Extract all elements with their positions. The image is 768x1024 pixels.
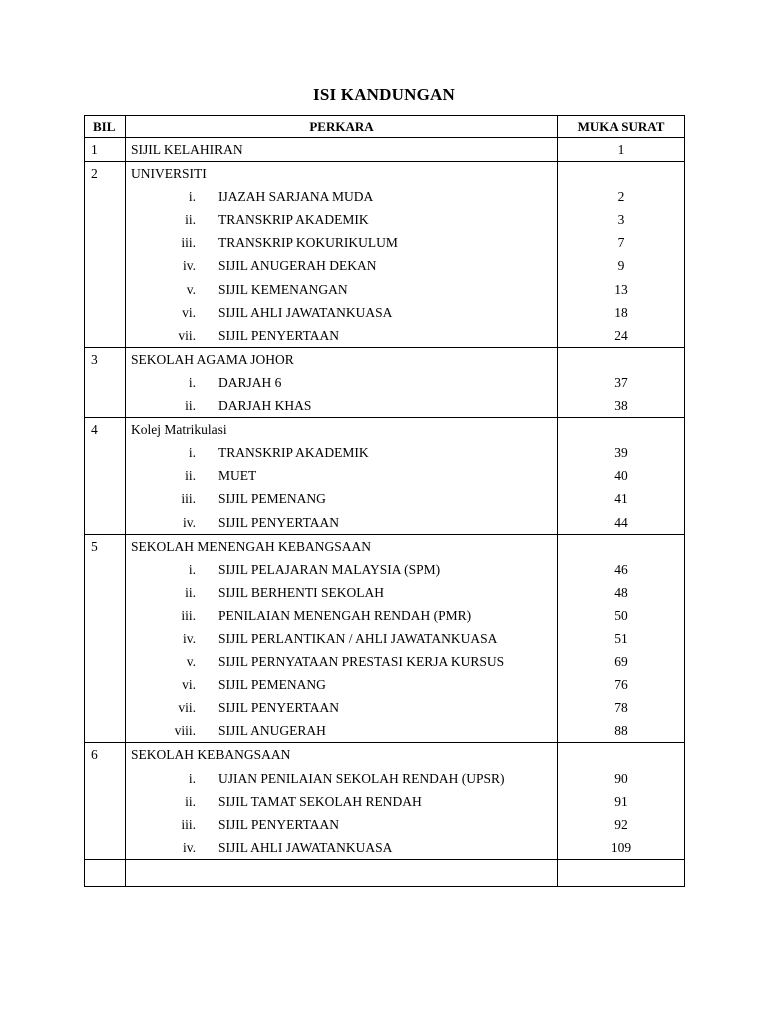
item-numeral: vi.	[182, 677, 196, 693]
item-numeral: v.	[186, 281, 196, 297]
section-number: 3	[91, 351, 98, 367]
item-page: 109	[610, 839, 632, 855]
section-page	[558, 743, 684, 766]
list-item	[131, 231, 557, 254]
item-label: SIJIL PENYERTAAN	[218, 514, 339, 530]
item-numeral: iii.	[181, 607, 196, 623]
item-page: 76	[614, 677, 628, 693]
section-bil-cell	[85, 418, 126, 534]
item-page: 91	[614, 793, 628, 809]
item-page: 69	[614, 654, 628, 670]
item-label: SIJIL BERHENTI SEKOLAH	[218, 584, 384, 600]
item-label: TRANSKRIP AKADEMIK	[218, 212, 369, 228]
list-item	[131, 208, 557, 231]
section-row	[85, 418, 685, 534]
section-number: 6	[91, 747, 98, 763]
list-item	[131, 464, 557, 487]
list-item	[131, 790, 557, 813]
item-label: DARJAH KHAS	[218, 398, 312, 414]
item-numeral: ii.	[185, 212, 196, 228]
item-label: SIJIL PENYERTAAN	[218, 327, 339, 343]
section-page-cell	[558, 418, 685, 534]
item-page: 48	[614, 584, 628, 600]
item-label: SIJIL PELAJARAN MALAYSIA (SPM)	[218, 561, 441, 577]
item-label: PENILAIAN MENENGAH RENDAH (PMR)	[218, 607, 472, 623]
section-page	[558, 348, 684, 371]
item-numeral: vii.	[178, 327, 196, 343]
list-item	[131, 487, 557, 510]
item-label: SIJIL PEMENANG	[218, 677, 326, 693]
list-item	[131, 278, 557, 301]
item-page: 3	[617, 212, 625, 228]
item-page: 37	[614, 374, 628, 390]
item-label: IJAZAH SARJANA MUDA	[218, 189, 374, 205]
item-page: 90	[614, 770, 628, 786]
item-label: SIJIL ANUGERAH DEKAN	[218, 258, 377, 274]
item-page: 40	[614, 468, 628, 484]
section-perkara-cell	[126, 418, 558, 534]
item-numeral: ii.	[185, 398, 196, 414]
item-label: SIJIL AHLI JAWATANKUASA	[218, 839, 393, 855]
section-row	[85, 138, 685, 162]
list-item	[131, 371, 557, 394]
item-page: 18	[614, 304, 628, 320]
section-row	[85, 534, 685, 743]
section-bil-cell	[85, 347, 126, 417]
item-label: UJIAN PENILAIAN SEKOLAH RENDAH (UPSR)	[218, 770, 505, 786]
item-label: TRANSKRIP KOKURIKULUM	[218, 235, 398, 251]
section-row	[85, 162, 685, 348]
section-number: 5	[91, 538, 98, 554]
toc-body	[85, 138, 685, 887]
section-page-cell	[558, 138, 685, 162]
header-muka-surat: MUKA SURAT	[558, 116, 685, 138]
empty-cell	[558, 859, 685, 886]
list-item	[131, 836, 557, 859]
item-label: SIJIL PERNYATAAN PRESTASI KERJA KURSUS	[218, 654, 505, 670]
item-numeral: i.	[188, 189, 196, 205]
item-numeral: iii.	[181, 235, 196, 251]
item-label: SIJIL PENYERTAAN	[218, 816, 339, 832]
section-title: SEKOLAH KEBANGSAAN	[131, 747, 291, 763]
item-label: SIJIL PERLANTIKAN / AHLI JAWATANKUASA	[218, 630, 498, 646]
section-page: 1	[617, 142, 625, 157]
item-numeral: viii.	[174, 723, 196, 739]
section-bil-cell	[85, 743, 126, 859]
item-page: 78	[614, 700, 628, 716]
header-bil: BIL	[85, 116, 126, 138]
item-numeral: vii.	[178, 700, 196, 716]
list-item	[131, 394, 557, 417]
item-label: SIJIL ANUGERAH	[218, 723, 326, 739]
toc-table	[84, 115, 685, 887]
list-item	[131, 696, 557, 719]
item-page: 88	[614, 723, 628, 739]
item-label: TRANSKRIP AKADEMIK	[218, 445, 369, 461]
section-number: 4	[91, 422, 98, 438]
item-page: 39	[614, 445, 628, 461]
list-item	[131, 627, 557, 650]
item-numeral: iv.	[183, 258, 196, 274]
item-label: MUET	[218, 468, 257, 484]
empty-row	[85, 859, 685, 886]
item-numeral: iv.	[183, 839, 196, 855]
section-page-cell	[558, 534, 685, 743]
section-bil-cell	[85, 534, 126, 743]
section-perkara-cell	[126, 162, 558, 348]
list-item	[131, 511, 557, 534]
item-page: 92	[614, 816, 628, 832]
list-item	[131, 254, 557, 277]
item-page: 9	[617, 258, 625, 274]
list-item	[131, 719, 557, 742]
section-page-cell	[558, 162, 685, 348]
section-page-cell	[558, 743, 685, 859]
item-numeral: i.	[188, 770, 196, 786]
section-row	[85, 743, 685, 859]
item-label: DARJAH 6	[218, 374, 282, 390]
section-row	[85, 347, 685, 417]
item-label: SIJIL TAMAT SEKOLAH RENDAH	[218, 793, 422, 809]
list-item	[131, 673, 557, 696]
section-bil-cell	[85, 138, 126, 162]
section-title: SIJIL KELAHIRAN	[131, 142, 243, 157]
section-title: UNIVERSITI	[131, 166, 207, 182]
section-page-cell	[558, 347, 685, 417]
item-numeral: ii.	[185, 793, 196, 809]
item-label: SIJIL PEMENANG	[218, 491, 326, 507]
item-page: 50	[614, 607, 628, 623]
list-item	[131, 581, 557, 604]
section-number: 1	[91, 142, 98, 157]
item-page: 13	[614, 281, 628, 297]
section-page	[558, 418, 684, 441]
section-page	[558, 535, 684, 558]
list-item	[131, 324, 557, 347]
item-page: 44	[614, 514, 628, 530]
item-page: 41	[614, 491, 628, 507]
section-perkara-cell	[126, 534, 558, 743]
section-bil-cell	[85, 162, 126, 348]
section-perkara-cell	[126, 138, 558, 162]
item-numeral: i.	[188, 374, 196, 390]
item-page: 51	[614, 630, 628, 646]
list-item	[131, 604, 557, 627]
section-number: 2	[91, 166, 98, 182]
item-numeral: iii.	[181, 491, 196, 507]
section-perkara-cell	[126, 743, 558, 859]
list-item	[131, 185, 557, 208]
list-item	[131, 301, 557, 324]
section-title: Kolej Matrikulasi	[131, 422, 227, 438]
item-numeral: ii.	[185, 584, 196, 600]
list-item	[131, 813, 557, 836]
item-numeral: i.	[188, 561, 196, 577]
section-title: SEKOLAH AGAMA JOHOR	[131, 351, 294, 367]
item-numeral: i.	[188, 445, 196, 461]
item-numeral: vi.	[182, 304, 196, 320]
list-item	[131, 441, 557, 464]
section-perkara-cell	[126, 347, 558, 417]
section-page	[558, 162, 684, 185]
item-numeral: ii.	[185, 468, 196, 484]
item-page: 2	[617, 189, 625, 205]
page-title: ISI KANDUNGAN	[313, 85, 455, 104]
header-row	[85, 116, 685, 138]
item-numeral: iv.	[183, 514, 196, 530]
section-title: SEKOLAH MENENGAH KEBANGSAAN	[131, 538, 371, 554]
item-page: 46	[614, 561, 628, 577]
toc-header	[85, 116, 685, 138]
item-page: 7	[617, 235, 625, 251]
item-numeral: v.	[186, 654, 196, 670]
item-label: SIJIL AHLI JAWATANKUASA	[218, 304, 393, 320]
list-item	[131, 767, 557, 790]
item-page: 24	[614, 327, 628, 343]
empty-cell	[85, 859, 126, 886]
list-item	[131, 558, 557, 581]
empty-cell	[126, 859, 558, 886]
header-perkara: PERKARA	[126, 116, 558, 138]
item-numeral: iii.	[181, 816, 196, 832]
item-label: SIJIL PENYERTAAN	[218, 700, 339, 716]
item-label: SIJIL KEMENANGAN	[218, 281, 348, 297]
item-numeral: iv.	[183, 630, 196, 646]
list-item	[131, 650, 557, 673]
item-page: 38	[614, 398, 628, 414]
